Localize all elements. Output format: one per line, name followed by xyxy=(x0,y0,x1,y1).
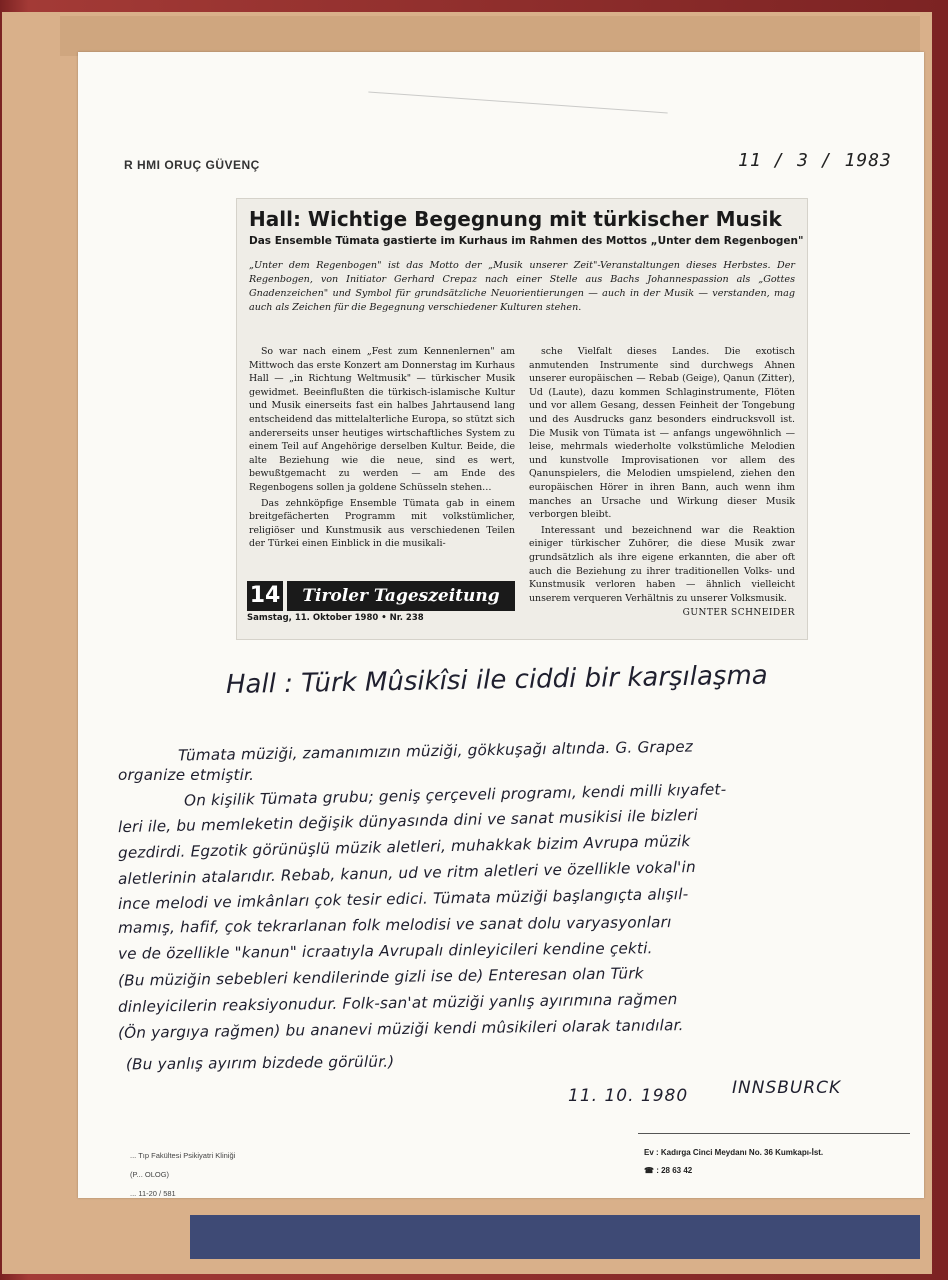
handwritten-line: leri ile, bu memleketin değişik dünyasında dini ve sanat musikisi ile bizleri xyxy=(117,805,699,837)
handwritten-line: ve de özellikle "kanun" icraatıyla Avrupalı dinleyicileri kendine çekti. xyxy=(117,939,653,963)
board-edge xyxy=(60,16,920,56)
footer-line: ... 11-20 / 581 xyxy=(130,1189,176,1198)
handwritten-line: gezdirdi. Egzotik görünüşlü müzik aletleri, muhakkak bizim Avrupa müzik xyxy=(117,832,691,862)
handwritten-line: On kişilik Tümata grubu; geniş çerçeveli programı, kendi milli kıyafet- xyxy=(183,780,727,810)
page-number: 14 xyxy=(247,581,283,611)
footer-line: ... Tıp Fakültesi Psikiyatri Kliniği xyxy=(130,1151,236,1160)
footer-address: Ev : Kadırga Cinci Meydanı No. 36 Kumkapı-İst. xyxy=(644,1148,824,1157)
handwritten-date: 11 / 3 / 1983 xyxy=(738,150,892,171)
newspaper-clipping xyxy=(236,198,808,640)
clipping-subheadline: Das Ensemble Tümata gastierte im Kurhaus im Rahmen des Mottos „Unter dem Regenbogen" xyxy=(249,235,804,247)
footer-contact xyxy=(644,1144,823,1180)
handwritten-sign-date: 11. 10. 1980 xyxy=(568,1086,689,1106)
footer-institution xyxy=(130,1146,235,1203)
paragraph: So war nach einem „Fest zum Kennenlernen" am Mittwoch das erste Konzert am Donnerstag im Kurhaus Hall — „in Richtung Weltmusik" — türkischer Musik gewidmet. Beeinflußten die türkisch-islamische Kultur und Musik einerseits fast ein halbes Jahrtausend lang entscheidend das mittelalterliche Europa, so stützt sich andererseits unser heutiges wirtschaftliches System zu einem Teil auf Angehörige derselben Kultur. Beide, die alte Beziehung wie die neue, sind es wert, bewußtgemacht zu werden — am Ende des Regenbogens sollen ja goldene Schüsseln stehen… xyxy=(249,346,515,493)
handwritten-title: Hall : Türk Mûsikîsi ile ciddi bir karşılaşma xyxy=(225,660,768,700)
handwritten-line: dinleyicilerin reaksiyonudur. Folk-san'at müziği yanlış ayırımına rağmen xyxy=(117,990,678,1016)
handwritten-line: (Bu müziğin sebebleri kendilerinde gizli ise de) Enteresan olan Türk xyxy=(117,964,644,990)
handwritten-line: organize etmiştir. xyxy=(118,766,255,784)
handwritten-line: (Ön yargıya rağmen) bu ananevi müziği kendi mûsikileri olarak tanıdılar. xyxy=(117,1016,684,1042)
letterhead-name: R HMI ORUÇ GÜVENÇ xyxy=(124,158,260,172)
clipping-column-left xyxy=(249,345,515,553)
clipping-column-right xyxy=(529,345,795,621)
handwritten-sign-place: INNSBURCK xyxy=(732,1078,842,1098)
newspaper-masthead xyxy=(247,581,519,621)
clipping-lead: „Unter dem Regenbogen" ist das Motto der „Musik unserer Zeit"-Veranstaltungen dieses Herbstes. Der Regenbogen, von Initiator Gerhard Crepaz nach einer Stelle aus Bachs Johannespassion als „Gottes Gnadenzeichen" und Symbol für grundsätzliche Neuorientierungen — auch in der Musik — verstanden, mag auch als Zeichen für die Begegnung verschiedener Kulturen stehen. xyxy=(249,260,795,313)
footer-phone: ☎ : 28 63 42 xyxy=(644,1166,693,1175)
handwritten-line: Tümata müziği, zamanımızın müziği, gökkuşağı altında. G. Grapez xyxy=(177,737,694,765)
paragraph: sche Vielfalt dieses Landes. Die exotisch anmutenden Instrumente sind durchwegs Ahnen unserer europäischen — Rebab (Geige), Qanun (Zitter), Ud (Laute), dazu kommen Schlaginstrumente, Flöten und vor allem Gesang, dessen Feinheit der Tongebung und des Ausdrucks ganz besonders eindrucksvoll ist. Die Musik von Tümata ist — anfangs ungewöhnlich — leise, mehrmals wiederholte volkstümliche Melodien und kunstvolle Improvisationen vor allem des Qanunspielers, die Melodien umspielend, ziehen den europäischen Hörer in ihren Bann, auch wenn ihm manches an Ursache und Wirkung dieser Musik verborgen bleibt. xyxy=(529,346,795,521)
pencil-line xyxy=(368,92,667,114)
handwritten-line: ince melodi ve imkânları çok tesir edici. Tümata müziği başlangıçta alışıl- xyxy=(117,885,689,913)
clipping-headline: Hall: Wichtige Begegnung mit türkischer Musik xyxy=(249,207,782,231)
handwritten-line: aletlerinin atalarıdır. Rebab, kanun, ud ve ritm aletleri ve özellikle vokal'in xyxy=(117,857,696,889)
bottom-band xyxy=(190,1215,920,1259)
issue-line: Samstag, 11. Oktober 1980 • Nr. 238 xyxy=(247,613,424,623)
newspaper-name: Tiroler Tageszeitung xyxy=(287,581,515,611)
handwritten-line: mamış, hafif, çok tekrarlanan folk melodisi ve sanat dolu varyasyonları xyxy=(117,913,672,937)
footer-rule xyxy=(638,1133,910,1134)
paragraph: Interessant und bezeichnend war die Reaktion einiger türkischer Zuhörer, die diese Musik zwar grundsätzlich als ihre eigene erkannten, die aber oft auch die Beziehung zu ihrer traditionellen Volks- und Kunstmusik verloren haben — ähnlich vielleicht unserem verqueren Verhältnis zu unserer Volksmusik. xyxy=(529,524,795,604)
handwritten-line: (Bu yanlış ayırım bizdede görülür.) xyxy=(125,1052,395,1074)
paragraph: Das zehnköpfige Ensemble Tümata gab in einem breitgefächerten Programm mit volkstümlicher, religiöser und Kunstmusik aus verschiedenen Teilen der Türkei einen Einblick in die musikali- xyxy=(249,497,515,550)
letterhead-sheet xyxy=(78,52,924,1198)
footer-line: (P... OLOG) xyxy=(130,1170,170,1179)
article-author: GUNTER SCHNEIDER xyxy=(682,608,795,619)
